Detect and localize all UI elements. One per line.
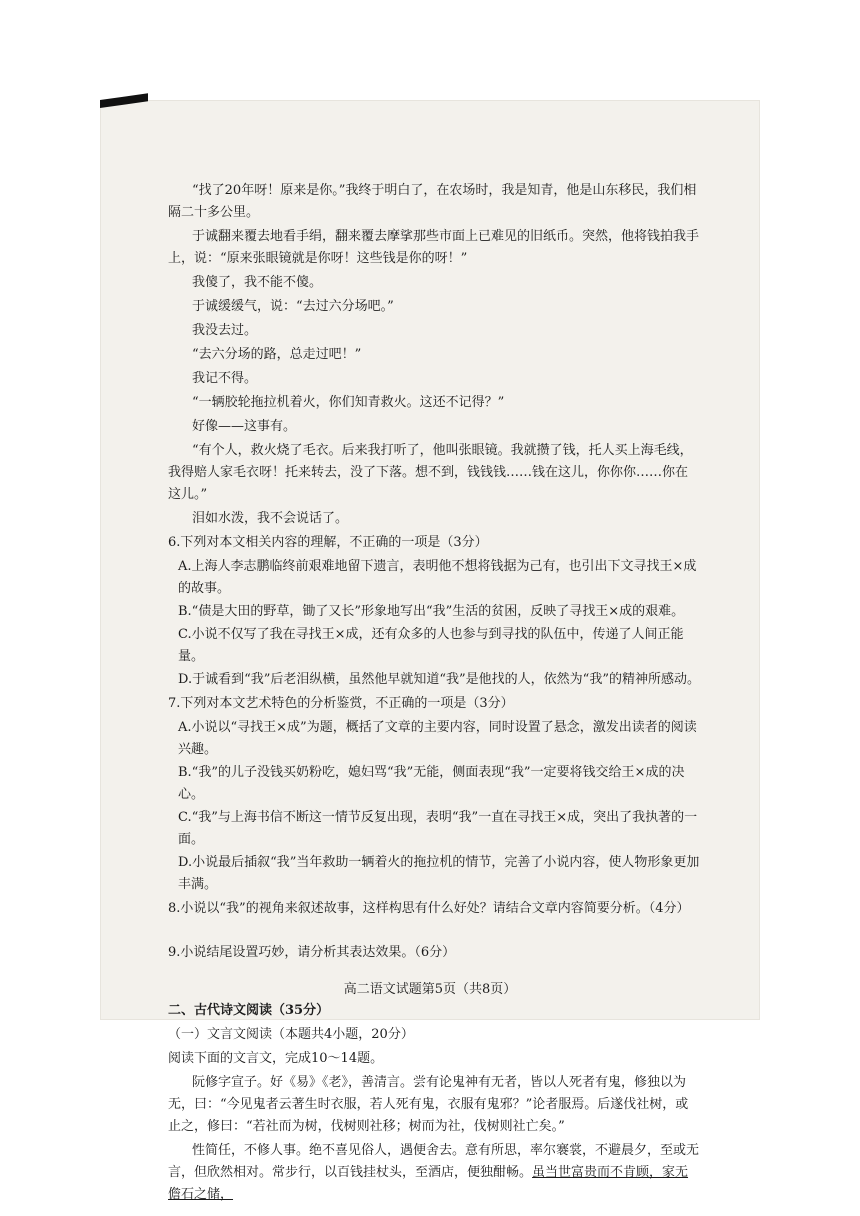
- classical-paragraph: 阮修字宣子。好《易》《老》，善清言。尝有论鬼神有无者，皆以人死者有鬼，修独以为无，曰：“今见鬼者云著生时衣服，若人死有鬼，衣服有鬼邪？”论者服焉。后遂伐社树，或止之，修曰：“若社而为树，伐树则社移；树而为社，伐树则社亡矣。”: [168, 1075, 689, 1134]
- page-footer: 高二语文试题第5页（共8页）: [343, 982, 517, 997]
- story-paragraph: “去六分场的路，总走过吧！”: [192, 347, 362, 362]
- option-d: D.小说最后插叙“我”当年救助一辆着火的拖拉机的情节，完善了小说内容，使人物形象更加丰满。: [178, 855, 700, 892]
- page-content: [168, 180, 700, 1208]
- question-stem: 7.下列对本文艺术特色的分析鉴赏，不正确的一项是（3分）: [168, 696, 514, 711]
- option-a: A.小说以“寻找王×成”为题，概括了文章的主要内容，同时设置了悬念，激发出读者的阅读兴趣。: [178, 720, 697, 757]
- classical-text: 性简任，不修人事。绝不喜见俗人，遇便舍去。意有所思，率尔褰裳，不避晨夕，至或无言，但欣然相对。常步行，以百钱挂杖头，至酒店，便独酣畅。: [168, 1143, 700, 1180]
- story-paragraph: “找了20年呀！原来是你。”我终于明白了，在农场时，我是知青，他是山东移民，我们相隔二十多公里。: [168, 183, 697, 220]
- option-c: C.小说不仅写了我在寻找王×成，还有众多的人也参与到寻找的队伍中，传递了人间正能量。: [178, 627, 684, 664]
- question-stem: 6.下列对本文相关内容的理解，不正确的一项是（3分）: [168, 535, 488, 550]
- story-paragraph: “一辆胶轮拖拉机着火，你们知青救火。这还不记得？”: [192, 395, 505, 410]
- story-paragraph: 于诚翻来覆去地看手绢，翻来覆去摩挲那些市面上已难见的旧纸币。突然，他将钱拍我手上，说：“原来张眼镜就是你呀！这些钱是你的呀！”: [168, 229, 700, 266]
- story-paragraph: 好像——这事有。: [192, 419, 297, 434]
- option-b: B.“债是大田的野草，锄了又长”形象地写出“我”生活的贫困，反映了寻找王×成的艰难。: [178, 604, 685, 619]
- option-b: B.“我”的儿子没钱买奶粉吃，媳妇骂“我”无能，侧面表现“我”一定要将钱交给王×成的决心。: [178, 765, 685, 802]
- story-paragraph: “有个人，救火烧了毛衣。后来我打听了，他叫张眼镜。我就攒了钱，托人买上海毛线，我得赔人家毛衣呀！托来转去，没了下落。想不到，钱钱钱……钱在这儿，你你你……你在这儿。”: [168, 443, 693, 502]
- story-paragraph: 我记不得。: [192, 371, 258, 386]
- answer-space: [168, 922, 700, 940]
- story-paragraph: 泪如水泼，我不会说话了。: [192, 511, 349, 526]
- underlined-sentence: 虽当世富贵而不肯顾，家无儋石之储，: [168, 1165, 689, 1202]
- story-paragraph: 我傻了，我不能不傻。: [192, 275, 323, 290]
- question-7: [168, 693, 700, 896]
- story-paragraph: 于诚缓缓气，说：“去过六分场吧。”: [192, 299, 394, 314]
- question-8: 8.小说以“我”的视角来叙述故事，这样构思有什么好处？请结合文章内容简要分析。（4分）: [168, 901, 690, 916]
- story-paragraph: 我没去过。: [192, 323, 258, 338]
- option-c: C.“我”与上海书信不断这一情节反复出现，表明“我”一直在寻找王×成，突出了我执著的一面。: [178, 810, 698, 847]
- question-9: 9.小说结尾设置巧妙，请分析其表达效果。（6分）: [168, 945, 456, 960]
- option-a: A.上海人李志鹏临终前艰难地留下遗言，表明他不想将钱据为己有，也引出下文寻找王×成的故事。: [178, 559, 697, 596]
- reading-instruction: 阅读下面的文言文，完成10～14题。: [168, 1051, 384, 1066]
- subsection-title: （一）文言文阅读（本题共4小题，20分）: [168, 1027, 414, 1042]
- question-6: [168, 532, 700, 691]
- option-d: D.于诚看到“我”后老泪纵横，虽然他早就知道“我”是他找的人，依然为“我”的精神所感动。: [178, 672, 700, 687]
- section-title: 二、古代诗文阅读（35分）: [168, 1003, 330, 1018]
- classical-paragraph: [168, 1140, 700, 1206]
